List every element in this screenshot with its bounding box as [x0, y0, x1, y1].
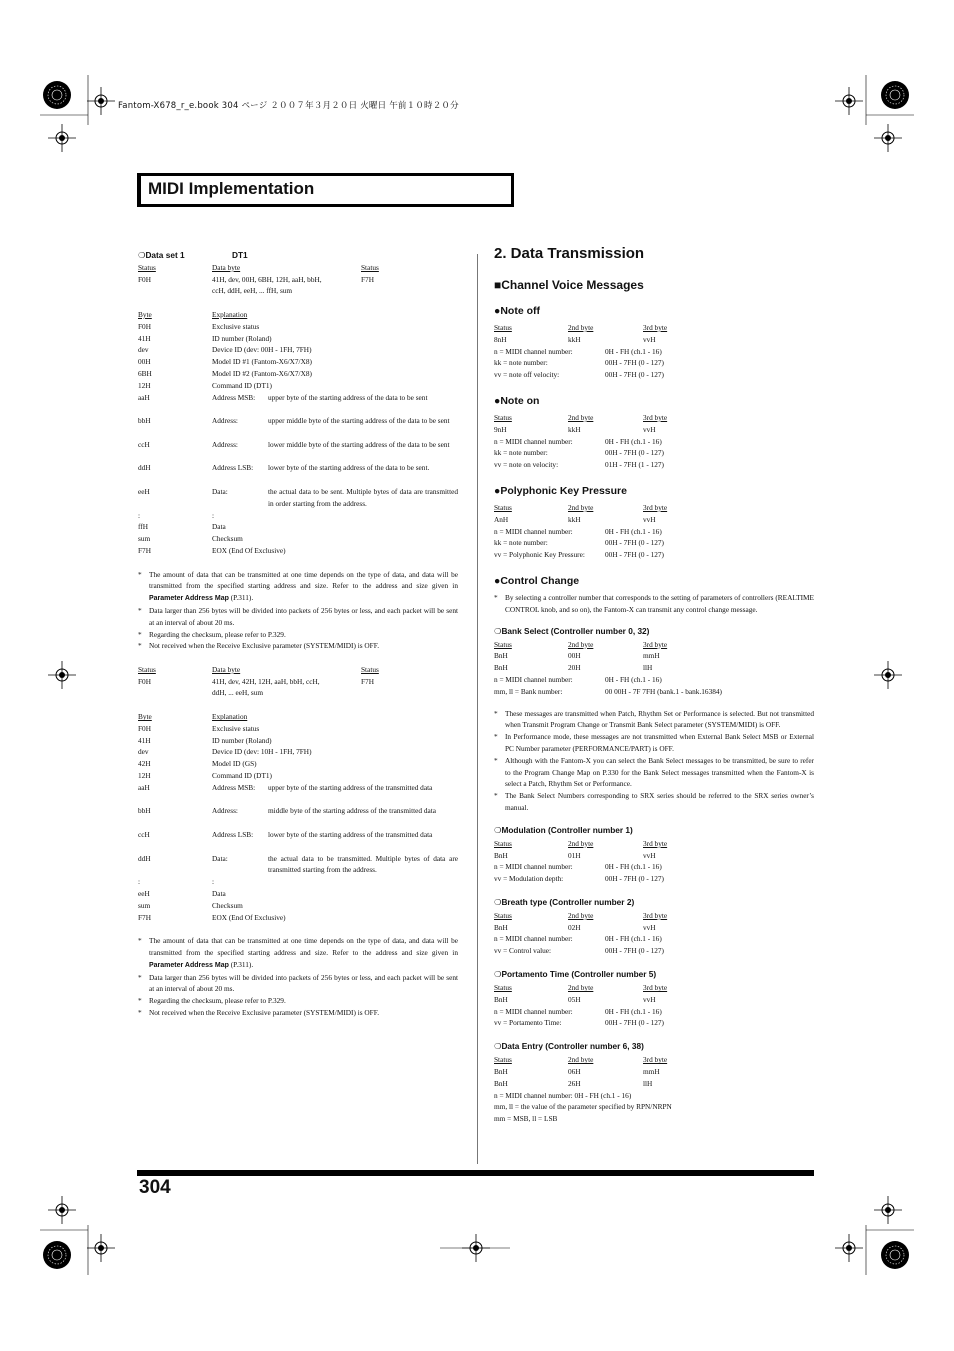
col-2nd-byte: 2nd byte: [568, 412, 594, 422]
param-range: 0H - FH (ch.1 - 16): [605, 674, 662, 684]
column-header: [494, 322, 814, 334]
note-text: Not received when the Receive Exclusive parameter (SYSTEM/MIDI) is OFF.: [149, 1008, 380, 1017]
controller-heading: ❍Modulation (Controller number 1): [494, 824, 633, 835]
param-name: n = MIDI channel number:: [494, 862, 573, 872]
note: * In Performance mode, these messages are not transmitted when External Bank Select MSB or External PC Number parameter (PERFORMANCE/PART) is OFF.: [494, 732, 814, 753]
param-row: [494, 1090, 814, 1102]
param-row: [494, 537, 814, 549]
column-header: [494, 910, 814, 922]
param-row: [494, 346, 814, 358]
byte-row-described: [138, 782, 458, 806]
param-range: 0H - FH (ch.1 - 16): [605, 526, 662, 536]
param-range: 0H - FH (ch.1 - 16): [605, 346, 662, 356]
param-row: [494, 1006, 814, 1018]
byte-value: 12H: [138, 771, 151, 781]
controller-heading: ❍Portamento Time (Controller number 5): [494, 969, 657, 980]
byte-explanation: EOX (End Of Exclusive): [212, 912, 286, 922]
param-range: 01H - 7FH (1 - 127): [605, 460, 664, 470]
param-name: vv = Portamento Time:: [494, 1018, 562, 1028]
right-column: [494, 245, 814, 1125]
param-range: 00H - 7FH (0 - 127): [605, 358, 664, 368]
param-range: 00H - 7FH (0 - 127): [605, 946, 664, 956]
param-name: n = MIDI channel number:: [494, 934, 573, 944]
column-header: [494, 502, 814, 514]
dataset-code: DT1: [232, 250, 248, 260]
byte-description: lower byte of the starting address of the transmitted data: [268, 830, 433, 840]
note: * The Bank Select Numbers corresponding to SRX series should be referred to the SRX series owner’s manual.: [494, 791, 814, 812]
message-row: [494, 650, 814, 662]
byte-description: lower byte of the starting address of the data to be sent.: [268, 463, 430, 473]
param-line: n = MIDI channel number: 0H - FH (ch.1 - 16): [494, 1090, 632, 1100]
message-heading: ●Control Change: [494, 574, 580, 587]
byte-row: [138, 900, 458, 912]
param-row: [494, 1113, 814, 1125]
status-byte: 8nH: [494, 334, 507, 344]
param-name: n = MIDI channel number:: [494, 526, 573, 536]
byte-explanation: Model ID (GS): [212, 759, 257, 769]
param-name: vv = note off velocity:: [494, 370, 560, 380]
col-status: Status: [494, 983, 512, 993]
byte-explanation: Device ID (dev: 10H - 1FH, 7FH): [212, 747, 312, 757]
column-header: [494, 982, 814, 994]
byte-row: [138, 321, 458, 333]
byte-row: [138, 758, 458, 770]
note-text: (P.311).: [230, 593, 254, 603]
byte-row: [138, 888, 458, 900]
note-text: The Bank Select Numbers corresponding to SRX series should be referred to the SRX series owner’s manual.: [505, 791, 814, 812]
byte-explanation: Checksum: [212, 900, 243, 910]
byte-explanation: Exclusive status: [212, 321, 260, 331]
subsection-heading: ■Channel Voice Messages: [494, 278, 644, 292]
param-name: vv = Modulation depth:: [494, 874, 564, 884]
param-range: 0H - FH (ch.1 - 16): [605, 862, 662, 872]
second-byte: 26H: [568, 1078, 581, 1088]
param-line: mm = MSB, ll = LSB: [494, 1114, 558, 1124]
param-row: [494, 526, 814, 538]
byte-label: Data:: [212, 486, 228, 496]
param-name: kk = note number:: [494, 448, 548, 458]
data-bytes-cont: ccH, ddH, eeH, ... ffH, sum: [212, 286, 293, 296]
byte-description: the actual data to be transmitted. Multiple bytes of data are transmitted starting from the address.: [268, 853, 458, 875]
byte-value: sum: [138, 900, 151, 910]
param-row: [494, 369, 814, 381]
byte-explanation: Data: [212, 522, 226, 532]
third-byte: vvH: [643, 334, 656, 344]
byte-label: Address LSB:: [212, 463, 254, 473]
controller-heading: ❍Bank Select (Controller number 0, 32): [494, 625, 650, 636]
byte-explanation: :: [212, 877, 215, 887]
byte-row: [138, 533, 458, 545]
byte-explanation: Model ID #2 (Fantom-X6/X7/X8): [212, 368, 312, 378]
status-header: [138, 664, 458, 676]
byte-description: middle byte of the starting address of the transmitted data: [268, 806, 436, 816]
data-bytes-cont: ddH, ... eeH, sum: [212, 688, 264, 698]
byte-explanation: Model ID #1 (Fantom-X6/X7/X8): [212, 357, 312, 367]
status-byte: BnH: [494, 663, 508, 673]
param-row: [494, 873, 814, 885]
byte-description: lower middle byte of the starting address of the data to be sent: [268, 439, 450, 449]
dataset-title: ❍Data set 1: [138, 250, 185, 260]
third-byte: llH: [643, 663, 653, 673]
byte-row: [138, 545, 458, 557]
note: * By selecting a controller number that corresponds to the setting of parameters of controllers (REALTIME CONTROL knob, and so on), the Fantom-X can transmit any control change message.: [494, 592, 814, 614]
col-status: Status: [494, 639, 512, 649]
status-end: F7H: [361, 274, 374, 284]
param-range: 00H - 7FH (0 - 127): [605, 538, 664, 548]
status-byte: BnH: [494, 850, 508, 860]
third-byte: vvH: [643, 994, 656, 1004]
param-range: 00H - 7FH (0 - 127): [605, 550, 664, 560]
byte-value: aaH: [138, 392, 150, 402]
byte-label: Address MSB:: [212, 782, 256, 792]
byte-value: F0H: [138, 321, 151, 331]
note-text: The amount of data that can be transmitted at one time depends on the type of data, and data will be transmitted from the specified starting address and size. Refer to the address and size given in: [149, 936, 458, 958]
message-row: [494, 922, 814, 934]
section-heading: 2. Data Transmission: [494, 245, 645, 262]
byte-value: :: [138, 510, 141, 520]
byte-description: the actual data to be sent. Multiple bytes of data are transmitted in order starting from the address.: [268, 486, 458, 508]
col-status: Status: [494, 910, 512, 920]
byte-value: 12H: [138, 380, 151, 390]
note-text: Regarding the checksum, please refer to P.329.: [149, 629, 286, 639]
byte-row-described: [138, 805, 458, 829]
byte-explanation: Device ID (dev: 00H - 1FH, 7FH): [212, 345, 312, 355]
section-title-box: [137, 173, 514, 207]
byte-row-described: [138, 415, 458, 439]
col-2nd-byte: 2nd byte: [568, 910, 594, 920]
col-2nd-byte: 2nd byte: [568, 502, 594, 512]
byte-value: 00H: [138, 357, 151, 367]
byte-row-described: [138, 439, 458, 463]
param-name: kk = note number:: [494, 538, 548, 548]
col-3rd-byte: 3rd byte: [643, 983, 668, 993]
byte-value: ccH: [138, 439, 150, 449]
byte-value: 41H: [138, 735, 151, 745]
file-info: Fantom-X678_r_e.book 304 ページ ２００７年３月２０日 火曜日 午前１０時２０分: [118, 101, 459, 111]
controller-heading: ❍Breath type (Controller number 2): [494, 896, 635, 907]
col-status: Status: [494, 323, 512, 332]
byte-value: bbH: [138, 806, 151, 816]
param-name: vv = note on velocity:: [494, 460, 559, 470]
param-row: [494, 674, 814, 686]
col-2nd-byte: 2nd byte: [568, 838, 594, 848]
third-byte: mmH: [643, 651, 660, 661]
byte-value: dev: [138, 345, 149, 355]
message-row: [494, 424, 814, 436]
message-row: [494, 850, 814, 862]
message-row: [494, 662, 814, 674]
second-byte: 20H: [568, 663, 581, 673]
status-byte: 9nH: [494, 424, 507, 434]
byte-label: Address LSB:: [212, 830, 254, 840]
byte-label: Data:: [212, 853, 228, 863]
byte-header: [138, 309, 458, 321]
byte-row: [138, 521, 458, 533]
third-byte: llH: [643, 1078, 653, 1088]
status-start: F0H: [138, 676, 151, 686]
param-row: [494, 945, 814, 957]
status-byte: BnH: [494, 651, 508, 661]
third-byte: vvH: [643, 922, 656, 932]
col-3rd-byte: 3rd byte: [643, 639, 668, 649]
col-3rd-byte: 3rd byte: [643, 1055, 668, 1065]
column-header: [494, 412, 814, 424]
byte-description: upper middle byte of the starting address of the data to be sent: [268, 416, 450, 426]
byte-explanation: ID number (Roland): [212, 735, 272, 745]
message-row: [494, 334, 814, 346]
note: * Although with the Fantom-X you can select the Bank Select messages to be transmitted, be sure to refer to the Program Change Map on P.330 for the Bank Select messages transmitted when the Fantom-X is select a Patch, Rhythm Set or Performance.: [494, 755, 814, 789]
note: * These messages are transmitted when Patch, Rhythm Set or Performance is selected. But not transmitted when Transmit Program Change or Transmit Bank Select parameter (SYSTEM/MIDI) is OFF.: [494, 708, 814, 730]
left-column: [138, 250, 458, 1019]
col-3rd-byte: 3rd byte: [643, 838, 668, 848]
param-row: [494, 1101, 814, 1113]
param-name: n = MIDI channel number:: [494, 674, 573, 684]
byte-row: [138, 368, 458, 380]
col-status-end: Status: [361, 262, 379, 272]
param-row: [494, 436, 814, 448]
byte-row: [138, 876, 458, 888]
note-text: Data larger than 256 bytes will be divided into packets of 256 bytes or less, and each packet will be sent at an interval of about 20 ms.: [149, 605, 458, 627]
message-heading: ●Note on: [494, 394, 540, 407]
param-name: kk = note number:: [494, 358, 548, 368]
page-number: 304: [139, 1177, 171, 1198]
byte-value: ccH: [138, 830, 150, 840]
byte-row: [138, 723, 458, 735]
status-byte: AnH: [494, 514, 509, 524]
footer-rule: [137, 1170, 814, 1176]
col-explanation: Explanation: [212, 309, 248, 319]
message-row: [494, 514, 814, 526]
byte-value: ddH: [138, 853, 151, 863]
note-text: The amount of data that can be transmitted at one time depends on the type of data, and data will be transmitted from the specified starting address and size. Refer to the address and size given in: [149, 569, 458, 591]
byte-explanation: ID number (Roland): [212, 333, 272, 343]
byte-row: [138, 770, 458, 782]
byte-value: 42H: [138, 759, 151, 769]
column-header: [494, 1054, 814, 1066]
status-row-cont: [138, 687, 458, 699]
col-3rd-byte: 3rd byte: [643, 502, 668, 512]
col-3rd-byte: 3rd byte: [643, 323, 668, 332]
note-text: In Performance mode, these messages are not transmitted when External Bank Select MSB or External PC Number parameter (PERFORMANCE/PART) is OFF.: [505, 732, 814, 753]
col-status-end: Status: [361, 664, 379, 674]
dataset-heading: [138, 250, 458, 262]
byte-value: bbH: [138, 416, 151, 426]
byte-row: [138, 380, 458, 392]
param-row: [494, 861, 814, 873]
col-byte: Byte: [138, 309, 152, 319]
third-byte: vvH: [643, 850, 656, 860]
status-row-cont: [138, 285, 458, 297]
second-byte: 05H: [568, 994, 581, 1004]
byte-row: [138, 912, 458, 924]
param-line: mm, ll = the value of the parameter specified by RPN/NRPN: [494, 1102, 672, 1112]
second-byte: 02H: [568, 922, 581, 932]
param-range: 00H - 7FH (0 - 127): [605, 1018, 664, 1028]
message-row: [494, 1078, 814, 1090]
col-3rd-byte: 3rd byte: [643, 910, 668, 920]
third-byte: vvH: [643, 514, 656, 524]
byte-value: eeH: [138, 486, 150, 496]
param-row: [494, 933, 814, 945]
note-reference: Parameter Address Map: [149, 961, 229, 969]
second-byte: kkH: [568, 334, 581, 344]
col-status: Status: [138, 664, 156, 674]
note-text: Data larger than 256 bytes will be divided into packets of 256 bytes or less, and each packet will be sent at an interval of about 20 ms.: [149, 972, 458, 994]
note-text: By selecting a controller number that corresponds to the setting of parameters of controllers (REALTIME CONTROL knob, and so on), the Fantom-X can transmit any control change message.: [505, 592, 814, 614]
byte-explanation: EOX (End Of Exclusive): [212, 545, 286, 555]
second-byte: 00H: [568, 651, 581, 661]
controller-heading: ❍Data Entry (Controller number 6, 38): [494, 1041, 644, 1052]
byte-explanation: Checksum: [212, 534, 243, 544]
byte-description: upper byte of the starting address of the transmitted data: [268, 782, 433, 792]
notes-block-1: * The amount of data that can be transmitted at one time depends on the type of data, and data will be transmitted from the specified starting address and size. Refer to the address and size given in Parameter Address Map (P.311). * Data larger than 256 bytes will be divided into packets of 256 bytes or less, and each packet will be sent at an interval of about 20 ms. * Regarding the checksum, please refer to P.329. * Not received when the Receive Exclusive parameter (SYSTEM/MIDI) is OFF.: [138, 569, 458, 651]
message-row: [494, 994, 814, 1006]
param-row: [494, 686, 814, 698]
status-byte: BnH: [494, 922, 508, 932]
param-row: [494, 357, 814, 369]
byte-value: ffH: [138, 522, 148, 532]
param-range: 0H - FH (ch.1 - 16): [605, 934, 662, 944]
byte-value: eeH: [138, 889, 150, 899]
col-status: Status: [138, 262, 156, 272]
byte-label: Address:: [212, 416, 238, 426]
byte-value: dev: [138, 747, 149, 757]
byte-description: upper byte of the starting address of the data to be sent: [268, 392, 428, 402]
byte-value: aaH: [138, 782, 150, 792]
col-2nd-byte: 2nd byte: [568, 639, 594, 649]
param-name: n = MIDI channel number:: [494, 346, 573, 356]
col-status: Status: [494, 1055, 512, 1065]
col-status: Status: [494, 412, 512, 422]
second-byte: 06H: [568, 1067, 581, 1077]
byte-explanation: Command ID (DT1): [212, 380, 272, 390]
byte-row-described: [138, 462, 458, 486]
param-row: [494, 549, 814, 561]
byte-row: [138, 735, 458, 747]
status-byte: BnH: [494, 994, 508, 1004]
byte-label: Address:: [212, 806, 238, 816]
third-byte: vvH: [643, 424, 656, 434]
notes-block-2: * The amount of data that can be transmitted at one time depends on the type of data, and data will be transmitted from the specified starting address and size. Refer to the address and size given in Parameter Address Map (P.311). * Data larger than 256 bytes will be divided into packets of 256 bytes or less, and each packet will be sent at an interval of about 20 ms. * Regarding the checksum, please refer to P.329. * Not received when the Receive Exclusive parameter (SYSTEM/MIDI) is OFF.: [138, 936, 458, 1017]
param-range: 00H - 7FH (0 - 127): [605, 370, 664, 380]
col-2nd-byte: 2nd byte: [568, 983, 594, 993]
col-data-byte: Data byte: [212, 664, 241, 674]
byte-row-described: [138, 829, 458, 853]
status-row: [138, 676, 458, 688]
col-data-byte: Data byte: [212, 262, 241, 272]
message-heading: ●Polyphonic Key Pressure: [494, 484, 627, 497]
byte-value: F7H: [138, 545, 151, 555]
param-name: vv = Polyphonic Key Pressure:: [494, 550, 585, 560]
param-range: 00H - 7FH (0 - 127): [605, 874, 664, 884]
param-range: 0H - FH (ch.1 - 16): [605, 436, 662, 446]
second-byte: 01H: [568, 850, 581, 860]
param-name: mm, ll = Bank number:: [494, 686, 563, 696]
col-status: Status: [494, 838, 512, 848]
param-row: [494, 459, 814, 471]
byte-explanation: Command ID (DT1): [212, 771, 272, 781]
param-row: [494, 447, 814, 459]
param-row: [494, 1017, 814, 1029]
byte-value: 6BH: [138, 368, 152, 378]
column-header: [494, 639, 814, 651]
second-byte: kkH: [568, 514, 581, 524]
note-reference: Parameter Address Map: [149, 595, 229, 603]
col-status: Status: [494, 502, 512, 512]
status-end: F7H: [361, 676, 374, 686]
byte-row-described: [138, 392, 458, 416]
col-explanation: Explanation: [212, 712, 248, 722]
byte-value: F0H: [138, 723, 151, 733]
column-header: [494, 838, 814, 850]
note-text: Not received when the Receive Exclusive parameter (SYSTEM/MIDI) is OFF.: [149, 641, 380, 651]
note-text: Regarding the checksum, please refer to P.329.: [149, 996, 286, 1006]
byte-value: 41H: [138, 333, 151, 343]
status-start: F0H: [138, 274, 151, 284]
col-3rd-byte: 3rd byte: [643, 412, 668, 422]
status-row: [138, 274, 458, 286]
byte-explanation: :: [212, 510, 215, 520]
byte-row: [138, 333, 458, 345]
note-text: (P.311).: [230, 959, 254, 969]
param-range: 0H - FH (ch.1 - 16): [605, 1006, 662, 1016]
col-byte: Byte: [138, 712, 152, 722]
param-range: 00 00H - 7F 7FH (bank.1 - bank.16384): [605, 686, 722, 696]
message-row: [494, 1066, 814, 1078]
section-title: MIDI Implementation: [148, 179, 315, 198]
column-divider: [477, 254, 478, 1164]
byte-label: Address MSB:: [212, 392, 256, 402]
second-byte: kkH: [568, 424, 581, 434]
param-name: n = MIDI channel number:: [494, 436, 573, 446]
third-byte: mmH: [643, 1067, 660, 1077]
byte-row: [138, 510, 458, 522]
byte-row: [138, 356, 458, 368]
byte-row-described: [138, 486, 458, 510]
byte-value: ddH: [138, 463, 151, 473]
byte-explanation: Exclusive status: [212, 723, 260, 733]
col-2nd-byte: 2nd byte: [568, 323, 594, 332]
byte-row: [138, 746, 458, 758]
param-range: 00H - 7FH (0 - 127): [605, 448, 664, 458]
byte-explanation: Data: [212, 889, 226, 899]
data-bytes: 41H, dev, 42H, 12H, aaH, bbH, ccH,: [212, 676, 320, 686]
status-byte: BnH: [494, 1067, 508, 1077]
byte-header: [138, 711, 458, 723]
param-name: n = MIDI channel number:: [494, 1006, 573, 1016]
message-heading: ●Note off: [494, 305, 540, 317]
byte-value: sum: [138, 534, 151, 544]
byte-value: F7H: [138, 912, 151, 922]
byte-value: :: [138, 877, 141, 887]
status-byte: BnH: [494, 1078, 508, 1088]
byte-row: [138, 344, 458, 356]
note-text: These messages are transmitted when Patch, Rhythm Set or Performance is selected. But not transmitted when Transmit Program Change or Transmit Bank Select parameter (SYSTEM/MIDI) is OFF.: [505, 708, 814, 730]
byte-label: Address:: [212, 439, 238, 449]
status-header: [138, 262, 458, 274]
note-text: Although with the Fantom-X you can select the Bank Select messages to be transmitted, be sure to refer to the Program Change Map on P.330 for the Bank Select messages transmitted when the Fantom-X is select a Patch, Rhythm Set or Performance.: [505, 755, 814, 789]
data-bytes: 41H, dev, 00H, 6BH, 12H, aaH, bbH,: [212, 274, 322, 284]
byte-row-described: [138, 853, 458, 877]
param-name: vv = Control value:: [494, 946, 552, 956]
col-2nd-byte: 2nd byte: [568, 1055, 594, 1065]
